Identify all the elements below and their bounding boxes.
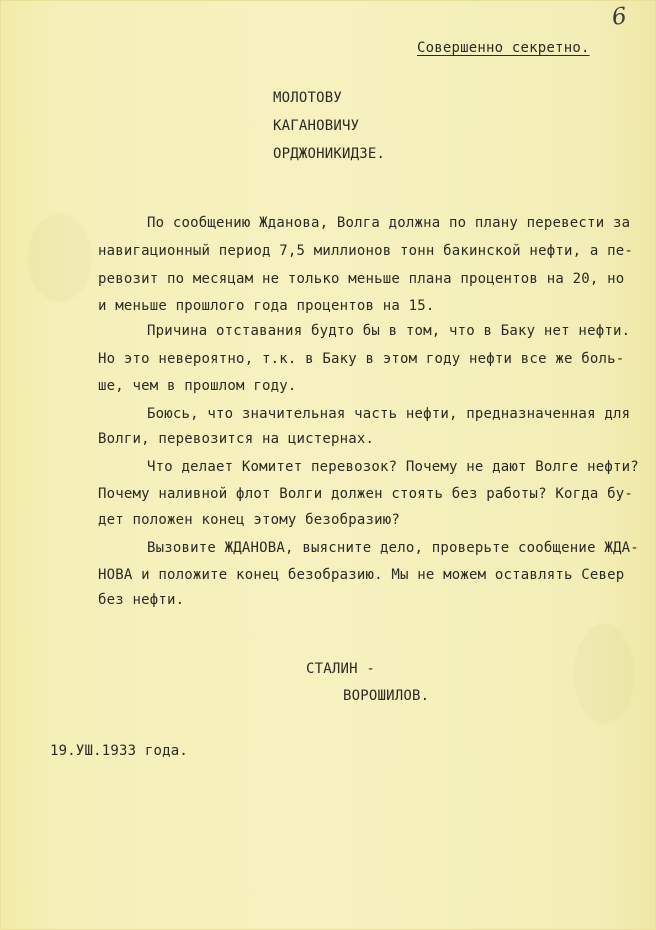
recipient-line: ОРДЖОНИКИДЗЕ. — [273, 146, 386, 162]
body-line: Но это невероятно, т.к. в Баку в этом году нефти все же боль- — [98, 351, 625, 367]
paper-stain — [28, 214, 92, 302]
classification-mark: Совершенно секретно. — [417, 40, 590, 56]
signature-line: СТАЛИН - — [306, 661, 376, 677]
body-line: Что делает Комитет перевозок? Почему не дают Волге нефти? — [147, 459, 639, 475]
body-line: и меньше прошлого года процентов на 15. — [98, 298, 435, 314]
page-number: 6 — [610, 3, 629, 31]
document-date: 19.УШ.1933 года. — [50, 743, 189, 759]
body-line: ревозит по месяцам не только меньше плана процентов на 20, но — [98, 271, 625, 287]
body-line: ше, чем в прошлом году. — [98, 378, 297, 394]
body-line: навигационный период 7,5 миллионов тонн бакинской нефти, а пе- — [98, 243, 633, 259]
body-line: Боюсь, что значительная часть нефти, предназначенная для — [147, 406, 631, 422]
body-line: без нефти. — [98, 592, 185, 608]
body-line: Волги, перевозится на цистернах. — [98, 431, 375, 447]
body-line: НОВА и положите конец безобразию. Мы не можем оставлять Север — [98, 567, 625, 583]
body-line: дет положен конец этому безобразию? — [98, 512, 401, 528]
body-line: Причина отставания будто бы в том, что в Баку нет нефти. — [147, 323, 631, 339]
signature-line: ВОРОШИЛОВ. — [343, 688, 430, 704]
paper-stain — [574, 624, 634, 724]
body-line: Вызовите ЖДАНОВА, выясните дело, проверьте сообщение ЖДА- — [147, 540, 639, 556]
recipient-line: КАГАНОВИЧУ — [273, 118, 360, 134]
body-line: По сообщению Жданова, Волга должна по плану перевести за — [147, 215, 631, 231]
body-line: Почему наливной флот Волги должен стоять без работы? Когда бу- — [98, 486, 633, 502]
recipient-line: МОЛОТОВУ — [273, 90, 343, 106]
